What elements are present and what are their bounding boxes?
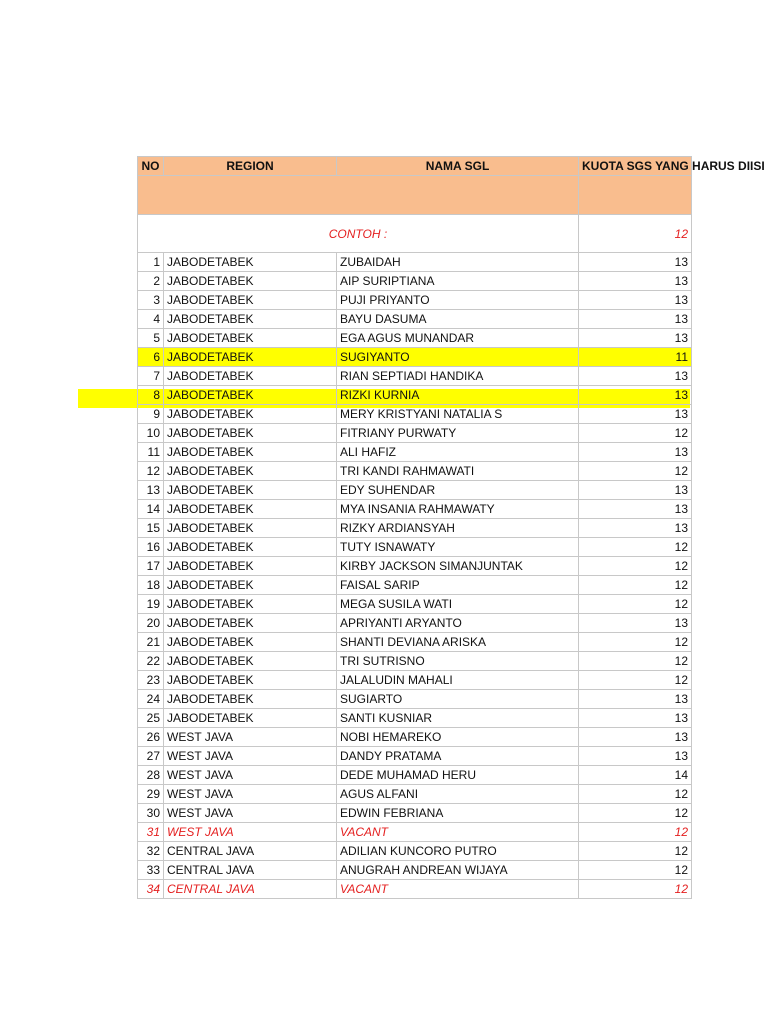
cell-no[interactable]: 10 xyxy=(138,424,164,443)
cell-nama-sgl[interactable]: FAISAL SARIP xyxy=(337,576,579,595)
table-row xyxy=(138,690,692,709)
cell-no[interactable]: 32 xyxy=(138,842,164,861)
cell-nama-sgl[interactable]: RIZKI KURNIA xyxy=(337,386,579,405)
table-row xyxy=(138,747,692,766)
cell-region[interactable]: CENTRAL JAVA xyxy=(164,880,337,899)
cell-nama-sgl[interactable]: RIZKY ARDIANSYAH xyxy=(337,519,579,538)
cell-no[interactable]: 7 xyxy=(138,367,164,386)
cell-no[interactable]: 5 xyxy=(138,329,164,348)
table-row xyxy=(138,443,692,462)
cell-kuota[interactable]: 12 xyxy=(579,557,692,576)
cell-kuota[interactable]: 12 xyxy=(579,576,692,595)
cell-nama-sgl[interactable]: TRI KANDI RAHMAWATI xyxy=(337,462,579,481)
cell-no[interactable]: 34 xyxy=(138,880,164,899)
table-row xyxy=(138,310,692,329)
cell-kuota[interactable]: 12 xyxy=(579,823,692,842)
table-row xyxy=(138,481,692,500)
cell-kuota[interactable]: 13 xyxy=(579,291,692,310)
cell-no[interactable]: 30 xyxy=(138,804,164,823)
cell-kuota[interactable]: 13 xyxy=(579,519,692,538)
cell-no[interactable]: 4 xyxy=(138,310,164,329)
cell-nama-sgl[interactable]: SUGIYANTO xyxy=(337,348,579,367)
cell-kuota[interactable]: 13 xyxy=(579,500,692,519)
cell-region[interactable]: WEST JAVA xyxy=(164,728,337,747)
cell-region[interactable]: CENTRAL JAVA xyxy=(164,861,337,880)
cell-region[interactable]: JABODETABEK xyxy=(164,538,337,557)
col-header-region[interactable]: REGION xyxy=(164,157,337,176)
cell-region[interactable]: JABODETABEK xyxy=(164,386,337,405)
cell-region[interactable]: JABODETABEK xyxy=(164,500,337,519)
cell-nama-sgl[interactable]: SUGIARTO xyxy=(337,690,579,709)
cell-kuota[interactable]: 13 xyxy=(579,386,692,405)
cell-region[interactable]: WEST JAVA xyxy=(164,747,337,766)
table-row xyxy=(138,671,692,690)
cell-kuota[interactable]: 12 xyxy=(579,842,692,861)
table-row xyxy=(138,557,692,576)
cell-nama-sgl[interactable]: VACANT xyxy=(337,880,579,899)
cell-region[interactable]: JABODETABEK xyxy=(164,481,337,500)
table-row xyxy=(138,652,692,671)
cell-nama-sgl[interactable]: MEGA SUSILA WATI xyxy=(337,595,579,614)
cell-kuota[interactable]: 13 xyxy=(579,253,692,272)
cell-nama-sgl[interactable]: SANTI KUSNIAR xyxy=(337,709,579,728)
cell-kuota[interactable]: 13 xyxy=(579,329,692,348)
col-header-kuota[interactable]: KUOTA SGS YANG HARUS DIISI xyxy=(579,157,692,176)
cell-no[interactable]: 28 xyxy=(138,766,164,785)
cell-region[interactable]: JABODETABEK xyxy=(164,652,337,671)
cell-nama-sgl[interactable]: JALALUDIN MAHALI xyxy=(337,671,579,690)
example-row xyxy=(138,215,692,253)
cell-region[interactable]: JABODETABEK xyxy=(164,367,337,386)
cell-nama-sgl[interactable]: NOBI HEMAREKO xyxy=(337,728,579,747)
table-row xyxy=(138,614,692,633)
cell-no[interactable]: 2 xyxy=(138,272,164,291)
cell-kuota[interactable]: 12 xyxy=(579,424,692,443)
cell-kuota[interactable]: 13 xyxy=(579,690,692,709)
cell-nama-sgl[interactable]: TUTY ISNAWATY xyxy=(337,538,579,557)
spacer-cell[interactable] xyxy=(138,176,579,215)
cell-nama-sgl[interactable]: VACANT xyxy=(337,823,579,842)
table-row xyxy=(138,785,692,804)
cell-no[interactable]: 20 xyxy=(138,614,164,633)
cell-no[interactable]: 17 xyxy=(138,557,164,576)
cell-nama-sgl[interactable]: MERY KRISTYANI NATALIA S xyxy=(337,405,579,424)
cell-nama-sgl[interactable]: AGUS ALFANI xyxy=(337,785,579,804)
cell-kuota[interactable]: 13 xyxy=(579,443,692,462)
cell-nama-sgl[interactable]: ALI HAFIZ xyxy=(337,443,579,462)
cell-nama-sgl[interactable]: MYA INSANIA RAHMAWATY xyxy=(337,500,579,519)
table-row xyxy=(138,367,692,386)
table-row xyxy=(138,348,692,367)
sgl-quota-table xyxy=(137,156,765,899)
cell-kuota[interactable]: 12 xyxy=(579,633,692,652)
table-row xyxy=(138,519,692,538)
cell-nama-sgl[interactable]: TRI SUTRISNO xyxy=(337,652,579,671)
cell-region[interactable]: JABODETABEK xyxy=(164,709,337,728)
cell-region[interactable]: JABODETABEK xyxy=(164,671,337,690)
cell-nama-sgl[interactable]: ZUBAIDAH xyxy=(337,253,579,272)
table-row xyxy=(138,272,692,291)
cell-kuota[interactable]: 12 xyxy=(579,804,692,823)
cell-nama-sgl[interactable]: AIP SURIPTIANA xyxy=(337,272,579,291)
example-value[interactable]: 12 xyxy=(579,215,692,253)
table-row xyxy=(138,329,692,348)
cell-kuota[interactable]: 14 xyxy=(579,766,692,785)
cell-no[interactable]: 14 xyxy=(138,500,164,519)
table-row xyxy=(138,538,692,557)
table-row xyxy=(138,823,692,842)
cell-kuota[interactable]: 13 xyxy=(579,747,692,766)
cell-nama-sgl[interactable]: EDWIN FEBRIANA xyxy=(337,804,579,823)
cell-nama-sgl[interactable]: APRIYANTI ARYANTO xyxy=(337,614,579,633)
cell-kuota[interactable]: 13 xyxy=(579,405,692,424)
table-row xyxy=(138,424,692,443)
cell-region[interactable]: JABODETABEK xyxy=(164,557,337,576)
cell-nama-sgl[interactable]: SHANTI DEVIANA ARISKA xyxy=(337,633,579,652)
cell-no[interactable]: 11 xyxy=(138,443,164,462)
cell-nama-sgl[interactable]: ANUGRAH ANDREAN WIJAYA xyxy=(337,861,579,880)
cell-region[interactable]: JABODETABEK xyxy=(164,633,337,652)
cell-region[interactable]: JABODETABEK xyxy=(164,310,337,329)
cell-no[interactable]: 29 xyxy=(138,785,164,804)
cell-no[interactable]: 21 xyxy=(138,633,164,652)
cell-region[interactable]: JABODETABEK xyxy=(164,614,337,633)
cell-region[interactable]: WEST JAVA xyxy=(164,766,337,785)
cell-no[interactable]: 3 xyxy=(138,291,164,310)
header-spacer-row xyxy=(138,176,692,215)
cell-region[interactable]: JABODETABEK xyxy=(164,348,337,367)
cell-no[interactable]: 18 xyxy=(138,576,164,595)
cell-no[interactable]: 13 xyxy=(138,481,164,500)
table-row xyxy=(138,291,692,310)
cell-region[interactable]: JABODETABEK xyxy=(164,595,337,614)
cell-nama-sgl[interactable]: DANDY PRATAMA xyxy=(337,747,579,766)
cell-no[interactable]: 12 xyxy=(138,462,164,481)
cell-no[interactable]: 16 xyxy=(138,538,164,557)
table-row xyxy=(138,462,692,481)
cell-nama-sgl[interactable]: EGA AGUS MUNANDAR xyxy=(337,329,579,348)
cell-region[interactable]: JABODETABEK xyxy=(164,443,337,462)
cell-no[interactable]: 24 xyxy=(138,690,164,709)
cell-region[interactable]: JABODETABEK xyxy=(164,462,337,481)
cell-kuota[interactable]: 13 xyxy=(579,481,692,500)
cell-no[interactable]: 27 xyxy=(138,747,164,766)
cell-no[interactable]: 1 xyxy=(138,253,164,272)
cell-kuota[interactable]: 12 xyxy=(579,671,692,690)
cell-kuota[interactable]: 11 xyxy=(579,348,692,367)
cell-no[interactable]: 19 xyxy=(138,595,164,614)
cell-no[interactable]: 26 xyxy=(138,728,164,747)
cell-kuota[interactable]: 13 xyxy=(579,728,692,747)
table-row xyxy=(138,576,692,595)
cell-no[interactable]: 8 xyxy=(138,386,164,405)
cell-kuota[interactable]: 13 xyxy=(579,614,692,633)
cell-no[interactable]: 9 xyxy=(138,405,164,424)
table-row xyxy=(138,880,692,899)
cell-nama-sgl[interactable]: RIAN SEPTIADI HANDIKA xyxy=(337,367,579,386)
cell-no[interactable]: 33 xyxy=(138,861,164,880)
table-row xyxy=(138,633,692,652)
cell-nama-sgl[interactable]: DEDE MUHAMAD HERU xyxy=(337,766,579,785)
example-label[interactable]: CONTOH : xyxy=(138,215,579,253)
cell-region[interactable]: JABODETABEK xyxy=(164,253,337,272)
table-row xyxy=(138,842,692,861)
cell-region[interactable]: JABODETABEK xyxy=(164,405,337,424)
cell-no[interactable]: 25 xyxy=(138,709,164,728)
header-row xyxy=(138,157,692,176)
cell-no[interactable]: 15 xyxy=(138,519,164,538)
col-header-nama-sgl[interactable]: NAMA SGL xyxy=(337,157,579,176)
cell-nama-sgl[interactable]: EDY SUHENDAR xyxy=(337,481,579,500)
cell-kuota[interactable]: 13 xyxy=(579,709,692,728)
cell-no[interactable]: 31 xyxy=(138,823,164,842)
cell-region[interactable]: JABODETABEK xyxy=(164,576,337,595)
cell-kuota[interactable]: 13 xyxy=(579,272,692,291)
cell-no[interactable]: 23 xyxy=(138,671,164,690)
cell-nama-sgl[interactable]: BAYU DASUMA xyxy=(337,310,579,329)
cell-region[interactable]: JABODETABEK xyxy=(164,291,337,310)
table-row xyxy=(138,500,692,519)
table-row xyxy=(138,728,692,747)
cell-kuota[interactable]: 12 xyxy=(579,861,692,880)
table-row xyxy=(138,405,692,424)
spacer-cell[interactable] xyxy=(579,176,692,215)
cell-nama-sgl[interactable]: FITRIANY PURWATY xyxy=(337,424,579,443)
cell-kuota[interactable]: 12 xyxy=(579,595,692,614)
table-row xyxy=(138,386,692,405)
table-row xyxy=(138,804,692,823)
cell-region[interactable]: CENTRAL JAVA xyxy=(164,842,337,861)
table-row xyxy=(138,766,692,785)
cell-kuota[interactable]: 12 xyxy=(579,462,692,481)
table-row xyxy=(138,861,692,880)
cell-kuota[interactable]: 12 xyxy=(579,538,692,557)
cell-nama-sgl[interactable]: KIRBY JACKSON SIMANJUNTAK xyxy=(337,557,579,576)
cell-kuota[interactable]: 12 xyxy=(579,785,692,804)
cell-kuota[interactable]: 12 xyxy=(579,652,692,671)
cell-region[interactable]: JABODETABEK xyxy=(164,519,337,538)
cell-nama-sgl[interactable]: PUJI PRIYANTO xyxy=(337,291,579,310)
cell-no[interactable]: 22 xyxy=(138,652,164,671)
cell-kuota[interactable]: 13 xyxy=(579,310,692,329)
cell-kuota[interactable]: 12 xyxy=(579,880,692,899)
table-row xyxy=(138,253,692,272)
cell-no[interactable]: 6 xyxy=(138,348,164,367)
cell-region[interactable]: WEST JAVA xyxy=(164,823,337,842)
table-row xyxy=(138,709,692,728)
cell-region[interactable]: JABODETABEK xyxy=(164,424,337,443)
cell-region[interactable]: JABODETABEK xyxy=(164,272,337,291)
cell-region[interactable]: JABODETABEK xyxy=(164,690,337,709)
cell-kuota[interactable]: 13 xyxy=(579,367,692,386)
cell-region[interactable]: WEST JAVA xyxy=(164,804,337,823)
cell-region[interactable]: JABODETABEK xyxy=(164,329,337,348)
col-header-no[interactable]: NO xyxy=(138,157,164,176)
cell-nama-sgl[interactable]: ADILIAN KUNCORO PUTRO xyxy=(337,842,579,861)
table-row xyxy=(138,595,692,614)
cell-region[interactable]: WEST JAVA xyxy=(164,785,337,804)
